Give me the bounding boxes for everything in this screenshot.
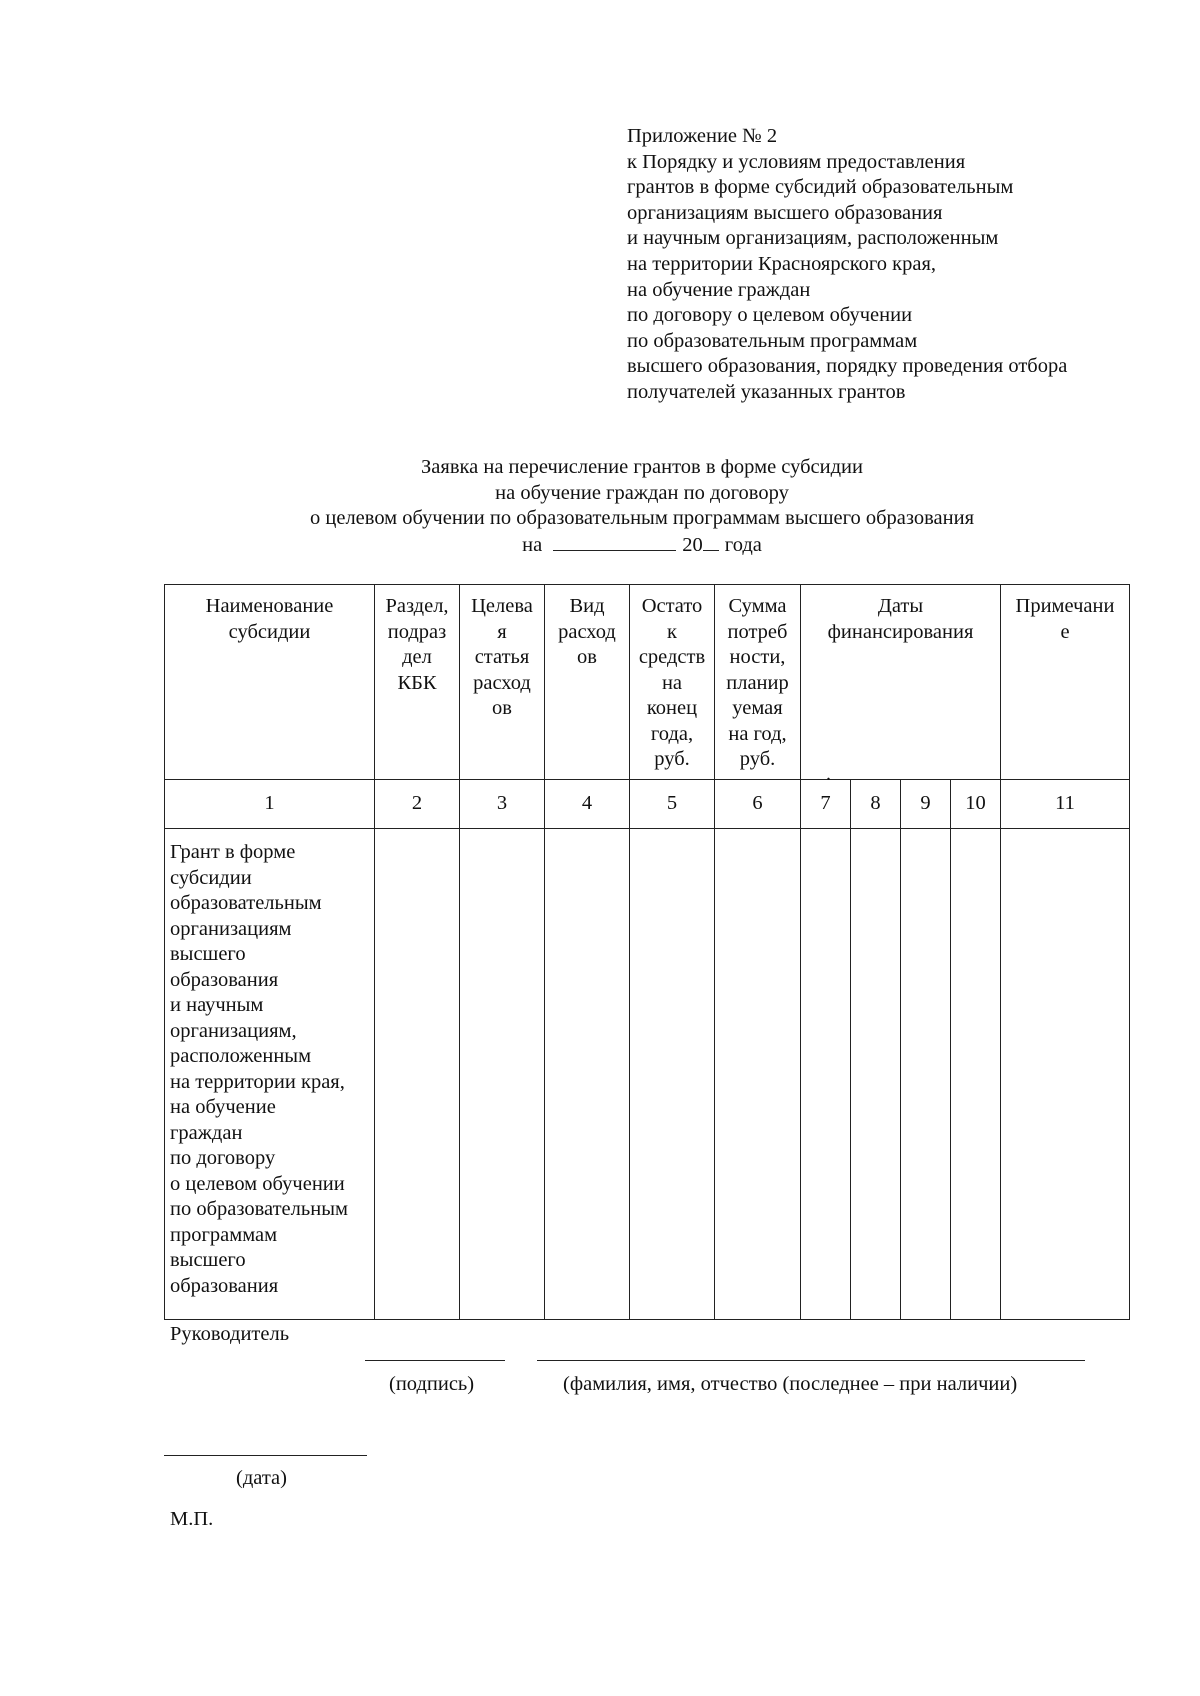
table-header-row [165,585,1130,780]
financing-date-cell[interactable] [851,829,901,1320]
appendix-line: и научным организациям, расположенным [627,227,999,250]
column-number: 11 [1001,780,1130,829]
table-row [165,829,1130,1320]
grant-name-cell: Грант в форме субсидии образовательным организациям высшего образования и научным организациям, расположенным на территории края, на обучение граждан по договору о целевом обучении по образовательным программам высшего образования [165,829,375,1320]
header-balance: Остато к средств на конец года, руб. [630,585,715,780]
financing-date-cell[interactable] [951,829,1001,1320]
kbk-cell[interactable] [375,829,460,1320]
column-number: 6 [715,780,801,829]
target-article-cell[interactable] [460,829,545,1320]
date-caption: (дата) [236,1467,287,1489]
header-expense-type: Вид расход ов [545,585,630,780]
title-date-line [150,532,1134,559]
balance-cell[interactable] [630,829,715,1320]
column-number: 8 [851,780,901,829]
column-number: 4 [545,780,630,829]
appendix-line: к Порядку и условиям предоставления [627,150,966,173]
header-target-article: Целева я статья расход ов [460,585,545,780]
appendix-line: по образовательным программам [627,329,918,352]
title-line: на обучение граждан по договору [495,481,789,504]
column-number: 7 [801,780,851,829]
header-subsidy-name: Наименование субсидии [165,585,375,780]
title-line: о целевом обучении по образовательным программам высшего образования [310,507,974,529]
application-table [164,584,1130,1320]
table-number-row [165,780,1130,829]
header-financing-dates: Даты финансирования [801,585,1001,780]
appendix-line: на территории Красноярского края, [627,252,937,275]
column-number: 2 [375,780,460,829]
fio-line[interactable] [537,1360,1085,1361]
column-number: 5 [630,780,715,829]
signature-line[interactable] [365,1360,505,1361]
column-number: 3 [460,780,545,829]
appendix-line: высшего образования, порядку проведения отбора [627,355,1068,378]
header-need-amount: Сумма потреб ности, планир уемая на год, руб. [715,585,801,780]
stamp-place-label: М.П. [170,1508,214,1530]
column-number: 9 [901,780,951,829]
title-date-suffix: года [724,533,762,556]
date-line[interactable] [164,1455,367,1456]
appendix-line: Приложение № 2 [627,125,778,147]
need-amount-cell[interactable] [715,829,801,1320]
note-cell[interactable] [1001,829,1130,1320]
fio-caption: (фамилия, имя, отчество (последнее – при наличии) [563,1373,1018,1395]
expense-type-cell[interactable] [545,829,630,1320]
column-number: 1 [165,780,375,829]
stray-dot: . [826,763,831,785]
appendix-line: получателей указанных грантов [627,380,906,403]
appendix-line: на обучение граждан [627,278,811,301]
appendix-line: грантов в форме субсидий образовательным [627,176,1014,199]
appendix-line: организациям высшего образования [627,201,943,224]
title-year-prefix: 20 [682,533,703,556]
financing-date-cell[interactable] [901,829,951,1320]
title-line: Заявка на перечисление грантов в форме субсидии [421,456,863,478]
column-number: 10 [951,780,1001,829]
header-kbk-section: Раздел, подраз дел КБК [375,585,460,780]
appendix-line: по договору о целевом обучении [627,304,913,327]
head-label: Руководитель [170,1323,290,1345]
appendix-header [627,124,1067,406]
header-note: Примечани е [1001,585,1130,780]
year-blank-field[interactable] [703,532,719,551]
financing-date-cell[interactable] [801,829,851,1320]
title-date-prefix: на [522,533,543,556]
document-title [150,455,1134,558]
signature-caption: (подпись) [389,1373,475,1395]
date-blank-field[interactable] [553,532,676,551]
